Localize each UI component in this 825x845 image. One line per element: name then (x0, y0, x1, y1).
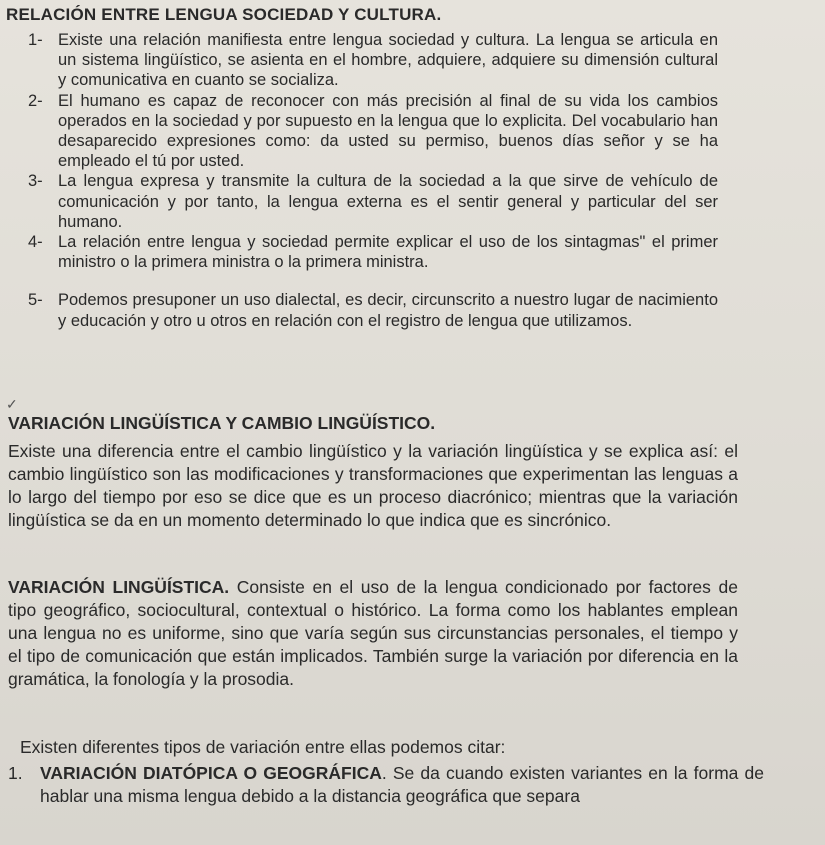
list-item (28, 30, 718, 91)
paragraph-tipos: Existen diferentes tipos de variación entre ellas podemos citar: (20, 737, 506, 757)
item-number: 2- (28, 91, 43, 110)
item-text: La lengua expresa y transmite la cultura de la sociedad a la que sirve de vehículo de comunicación y por tanto, la lengua externa es el sentir general y particular del ser humano. (58, 172, 718, 231)
section-heading: VARIACIÓN LINGÜÍSTICA Y CAMBIO LINGÜÍSTICO. (8, 413, 436, 433)
paragraph-lead-term: VARIACIÓN LINGÜÍSTICA. (8, 577, 230, 597)
paragraph-diatopica (8, 762, 764, 808)
list-item (28, 232, 718, 272)
list-item (28, 91, 718, 172)
item-number: 1. (8, 763, 23, 783)
item-text: El humano es capaz de reconocer con más precisión al final de su vida los cambios operados en la sociedad y por supuesto en la lengua que lo explicita. Del vocabulario han desaparecido expresiones como: da usted su permiso, buenos días señor y se ha empleado el tú por usted. (58, 91, 718, 171)
paragraph-body: . Se da cuando existen variantes en la forma de hablar una misma lengua debido a la distancia geográfica que separa (40, 763, 764, 806)
list-item (28, 171, 718, 232)
list-item (28, 290, 718, 330)
item-number: 4- (28, 233, 43, 252)
numbered-list (28, 30, 718, 331)
document-title: RELACIÓN ENTRE LENGUA SOCIEDAD Y CULTURA. (6, 5, 442, 24)
paragraph-lead-term: VARIACIÓN DIATÓPICA O GEOGRÁFICA (40, 763, 382, 783)
item-text: Existe una relación manifiesta entre lengua sociedad y cultura. La lengua se articula en un sistema lingüístico, se asienta en el hombre, adquiere, adquiere su dimensión cultural y comunicativa en cuanto se socializa. (58, 31, 718, 90)
pen-mark: ✓ (6, 396, 18, 412)
item-number: 3- (28, 172, 43, 191)
item-text: La relación entre lengua y sociedad permite explicar el uso de los sintagmas" el primer ministro o la primera ministra o la primera ministra. (58, 233, 718, 272)
item-number: 1- (28, 31, 43, 49)
paragraph-variacion (8, 576, 738, 691)
item-text: Podemos presuponer un uso dialectal, es decir, circunscrito a nuestro lugar de nacimiento y educación y otro u otros en relación con el registro de lengua que utilizamos. (58, 291, 718, 330)
item-number: 5- (28, 291, 43, 310)
paragraph-cambio: Existe una diferencia entre el cambio lingüístico y la variación lingüística y se explica así: el cambio lingüístico son las modificaciones y transformaciones que experimentan las lenguas a lo largo del tiempo por eso se dice que es un proceso diacrónico; mientras que la variación lingüística se da en un momento determinado lo que indica que es sincrónico. (8, 441, 738, 530)
paragraph-body: Consiste en el uso de la lengua condicionado por factores de tipo geográfico, sociocultural, contextual o histórico. La forma como los hablantes emplean una lengua no es uniforme, sino que varía según sus circunstancias personales, el tiempo y el tipo de comunicación que están implicados. También surge la variación por diferencia en la gramática, la fonología y la prosodia. (8, 577, 738, 689)
